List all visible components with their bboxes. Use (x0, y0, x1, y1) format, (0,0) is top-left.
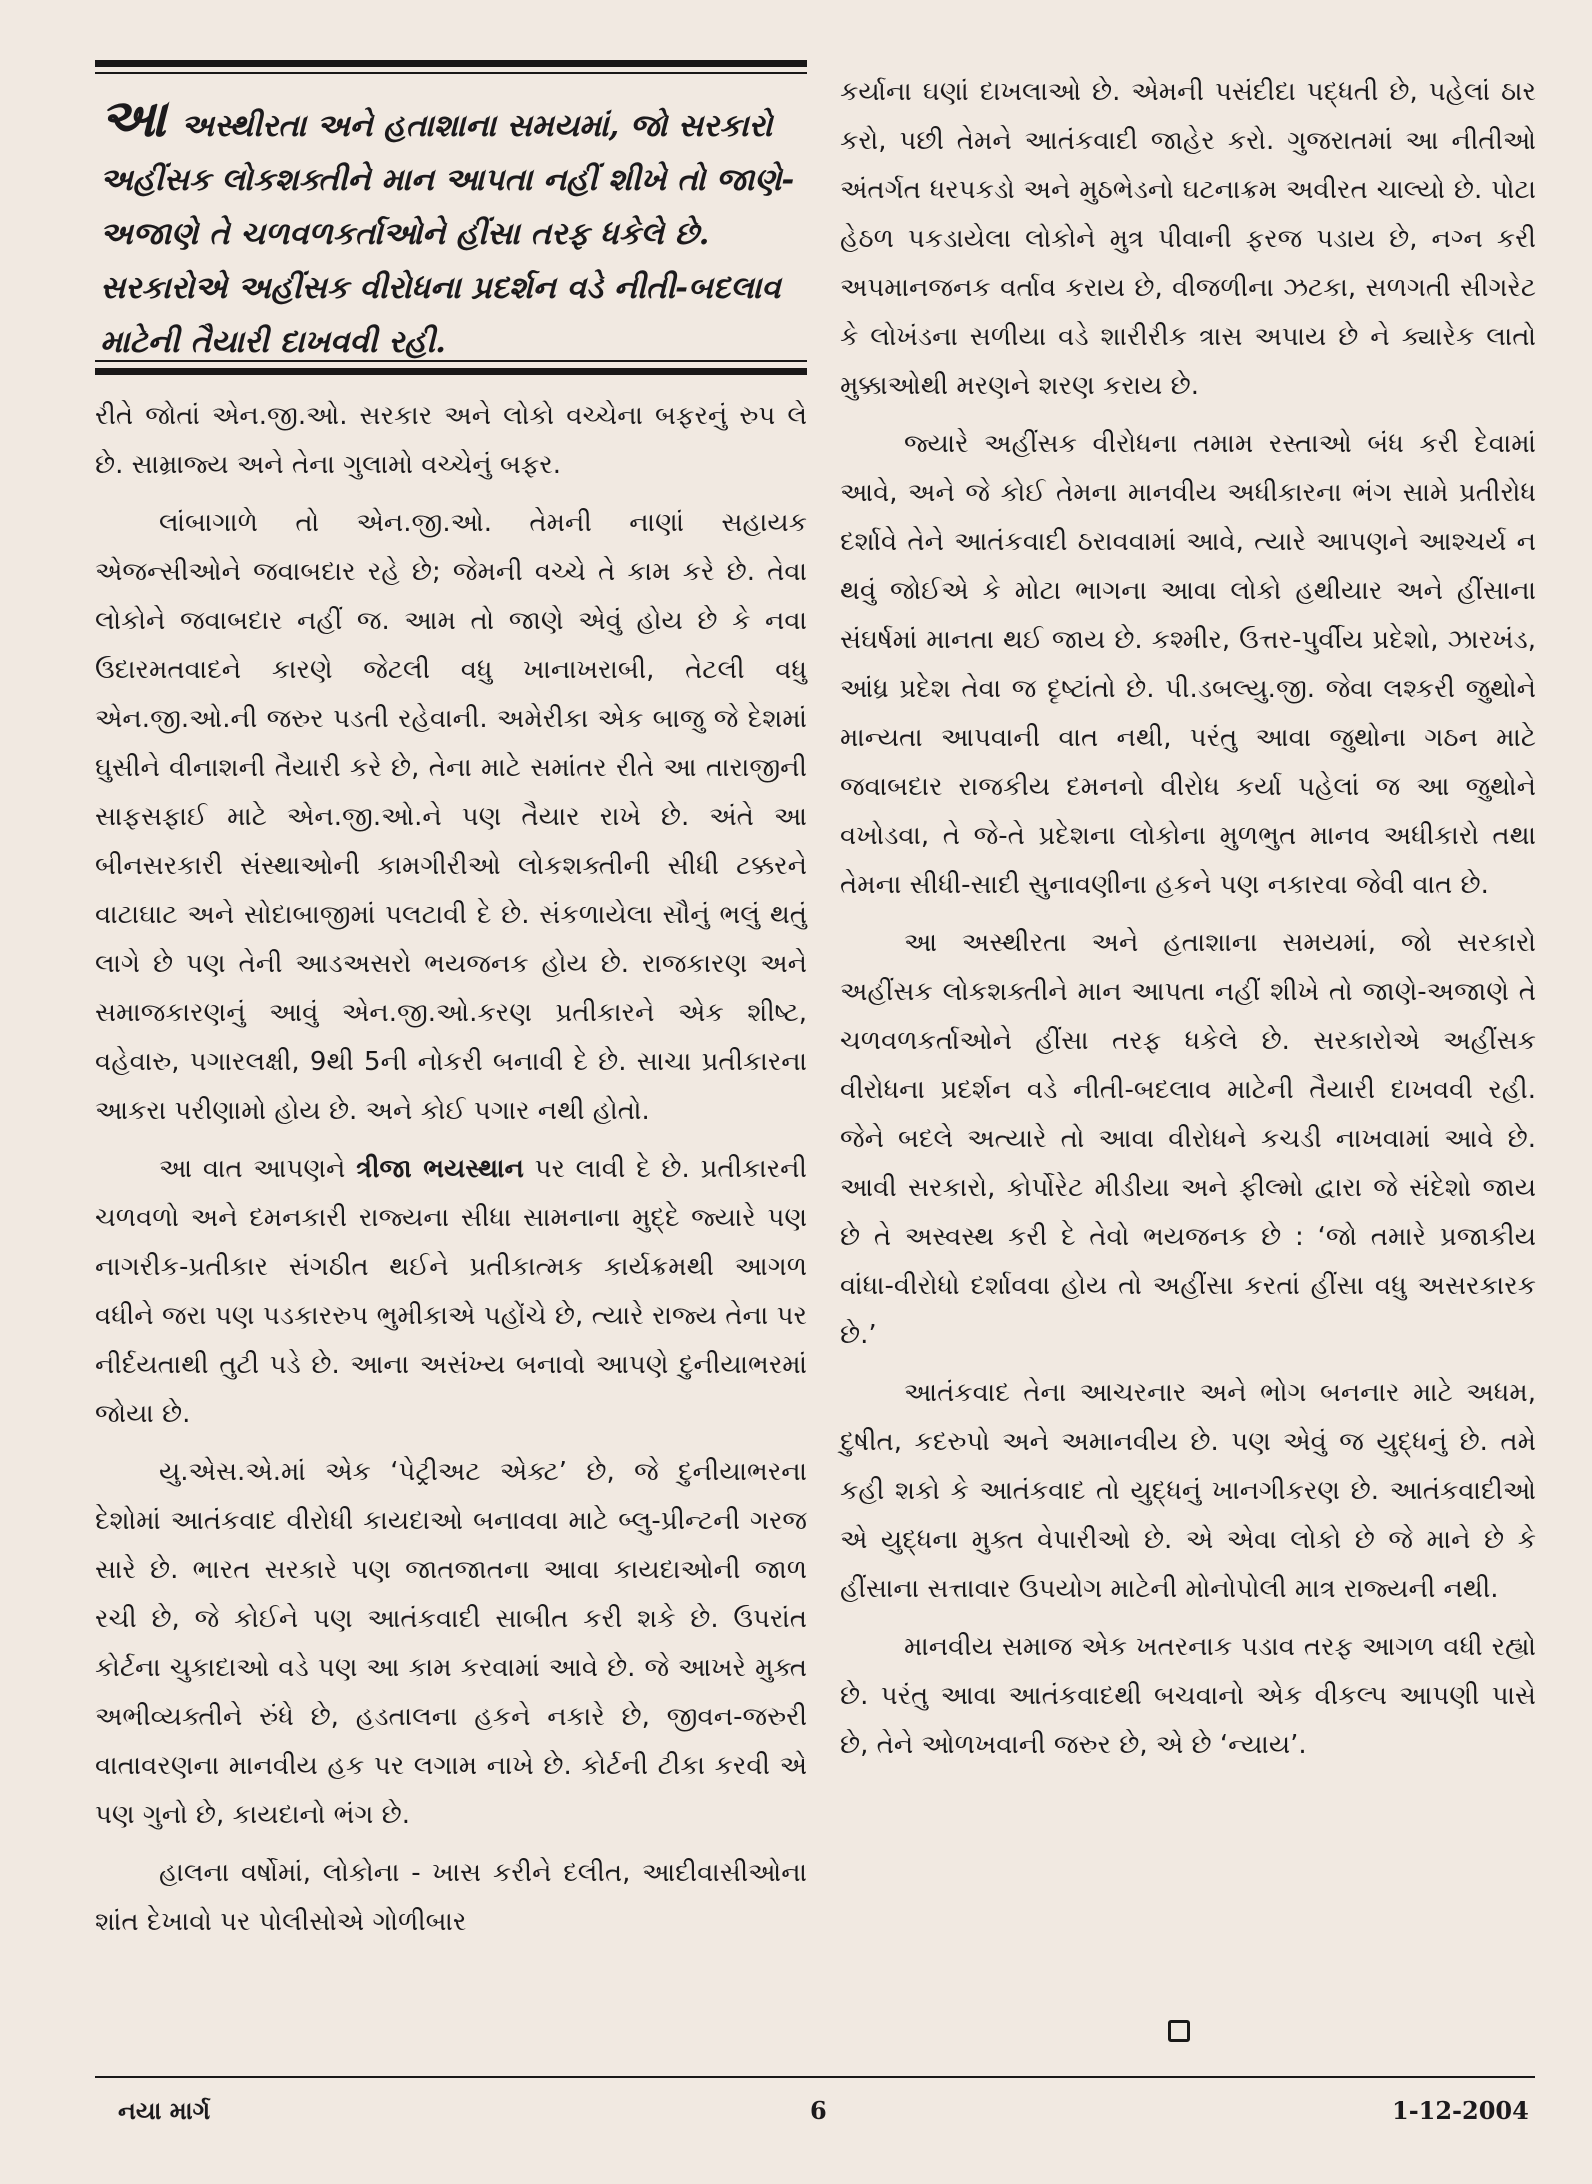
pullquote-lead-word: આ (100, 88, 168, 149)
pullquote-bottom-rule-thin (95, 360, 807, 362)
pullquote-top-rule (95, 60, 807, 67)
end-of-article-box-icon (1168, 2020, 1190, 2042)
left-paragraph-2: લાંબાગાળે તો એન.જી.ઓ. તેમની નાણાં સહાયક એજન્સીઓને જવાબદાર રહે છે; જેમની વચ્ચે તે કામ કરે છે. તેવા લોકોને જવાબદાર નહીં જ. આમ તો જાણે એવું હોય છે કે નવા ઉદારમતવાદને કારણે જેટલી વધુ ખાનાખરાબી, તેટલી વધુ એન.જી.ઓ.ની જરુર પડતી રહેવાની. અમેરીકા એક બાજુ જે દેશમાં ઘુસીને વીનાશની તૈયારી કરે છે, તેના માટે સમાંતર રીતે આ તારાજીની સાફસફાઈ માટે એન.જી.ઓ.ને પણ તૈયાર રાખે છે. અંતે આ બીનસરકારી સંસ્થાઓની કામગીરીઓ લોકશક્તીની સીધી ટક્કરને વાટાઘાટ અને સોદાબાજીમાં પલટાવી દે છે. સંકળાયેલા સૌનું ભલું થતું લાગે છે પણ તેની આડઅસરો ભયજનક હોય છે. રાજકારણ અને સમાજકારણનું આવું એન.જી.ઓ.કરણ પ્રતીકારને એક શીષ્ટ, વહેવારુ, પગારલક્ષી, 9થી 5ની નોકરી બનાવી દે છે. સાચા પ્રતીકારના આકરા પરીણામો હોય છે. અને કોઈ પગાર નથી હોતો. (95, 508, 807, 1126)
left-paragraph-3-bold: ત્રીજા ભયસ્થાન (356, 1154, 524, 1184)
left-paragraph-4: યુ.એસ.એ.માં એક ‘પેટ્રીઅટ એક્ટ’ છે, જે દુનીયાભરના દેશોમાં આતંકવાદ વીરોધી કાયદાઓ બનાવવા માટે બ્લુ-પ્રીન્ટની ગરજ સારે છે. ભારત સરકારે પણ જાતજાતના આવા કાયદાઓની જાળ રચી છે, જે કોઈને પણ આતંકવાદી સાબીત કરી શકે છે. ઉપરાંત કોર્ટના ચુકાદાઓ વડે પણ આ કામ કરવામાં આવે છે. જે આખરે મુક્ત અભીવ્યક્તીને રુંધે છે, હડતાલના હકને નકારે છે, જીવન-જરુરી વાતાવરણના માનવીય હક પર લગામ નાખે છે. કોર્ટની ટીકા કરવી એ પણ ગુનો છે, કાયદાનો ભંગ છે. (95, 1457, 807, 1830)
right-paragraph-4: આતંકવાદ તેના આચરનાર અને ભોગ બનનાર માટે અધમ, દુષીત, કદરુપો અને અમાનવીય છે. પણ એવું જ યુદ્ધનું છે. તમે કહી શકો કે આતંકવાદ તો યુદ્ધનું ખાનગીકરણ છે. આતંકવાદીઓ એ યુદ્ધના મુક્ત વેપારીઓ છે. એ એવા લોકો છે જે માને છે કે હીંસાના સત્તાવાર ઉપયોગ માટેની મોનોપોલી માત્ર રાજ્યની નથી. (840, 1378, 1536, 1604)
right-paragraph-5: માનવીય સમાજ એક ખતરનાક પડાવ તરફ આગળ વધી રહ્યો છે. પરંતુ આવા આતંકવાદથી બચવાનો એક વીકલ્પ આપણી પાસે છે, તેને ઓળખવાની જરુર છે, એ છે ‘ન્યાય’. (840, 1632, 1536, 1760)
left-paragraph-1: રીતે જોતાં એન.જી.ઓ. સરકાર અને લોકો વચ્ચેના બફરનું રુપ લે છે. સામ્રાજ્ય અને તેના ગુલામો વચ્ચેનું બફર. (95, 401, 807, 480)
right-column (840, 68, 1536, 1770)
left-paragraph-3-start: આ વાત આપણને (159, 1154, 357, 1184)
footer-rule (95, 2076, 1535, 2078)
pullquote-top-rule-thin (95, 72, 807, 74)
pullquote (100, 88, 800, 369)
left-paragraph-5: હાલના વર્ષોમાં, લોકોના - ખાસ કરીને દલીત, આદીવાસીઓના શાંત દેખાવો પર પોલીસોએ ગોળીબાર (95, 1858, 807, 1937)
pullquote-text: અસ્થીરતા અને હતાશાના સમયમાં, જો સરકારો અહીંસક લોકશક્તીને માન આપતા નહીં શીખે તો જાણે-અજાણે તે ચળવળકર્તાઓને હીંસા તરફ ધકેલે છે. સરકારોએ અહીંસક વીરોધના પ્રદર્શન વડે નીતી-બદલાવ માટેની તૈયારી દાખવવી રહી. (100, 108, 795, 360)
left-paragraph-3-end: પર લાવી દે છે. પ્રતીકારની ચળવળો અને દમનકારી રાજ્યના સીધા સામનાના મુદ્દે જ્યારે પણ નાગરીક-પ્રતીકાર સંગઠીત થઈને પ્રતીકાત્મક કાર્યક્રમથી આગળ વધીને જરા પણ પડકારરુપ ભુમીકાએ પહોંચે છે, ત્યારે રાજ્ય તેના પર નીર્દયતાથી તુટી પડે છે. આના અસંખ્ય બનાવો આપણે દુનીયાભરમાં જોયા છે. (95, 1154, 807, 1429)
footer-date: 1-12-2004 (1392, 2096, 1529, 2125)
footer-publication: નયા માર્ગ (118, 2096, 211, 2125)
left-paragraph-3 (95, 1145, 807, 1439)
pullquote-bottom-rule (95, 368, 807, 375)
left-column (95, 392, 807, 1947)
right-paragraph-3: આ અસ્થીરતા અને હતાશાના સમયમાં, જો સરકારો અહીંસક લોકશક્તીને માન આપતા નહીં શીખે તો જાણે-અજાણે તે ચળવળકર્તાઓને હીંસા તરફ ધકેલે છે. સરકારોએ અહીંસક વીરોધના પ્રદર્શન વડે નીતી-બદલાવ માટેની તૈયારી દાખવવી રહી. જેને બદલે અત્યારે તો આવા વીરોધને કચડી નાખવામાં આવે છે. આવી સરકારો, કોર્પોરેટ મીડીયા અને ફીલ્મો દ્વારા જે સંદેશો જાય છે તે અસ્વસ્થ કરી દે તેવો ભયજનક છે : ‘જો તમારે પ્રજાકીય વાંધા-વીરોધો દર્શાવવા હોય તો અહીંસા કરતાં હીંસા વધુ અસરકારક છે.’ (840, 928, 1536, 1350)
right-paragraph-1: કર્યાના ઘણાં દાખલાઓ છે. એમની પસંદીદા પદ્ધતી છે, પહેલાં ઠાર કરો, પછી તેમને આતંકવાદી જાહેર કરો. ગુજરાતમાં આ નીતીઓ અંતર્ગત ધરપકડો અને મુઠભેડનો ઘટનાક્રમ અવીરત ચાલ્યો છે. પોટા હેઠળ પકડાયેલા લોકોને મુત્ર પીવાની ફરજ પડાય છે, નગ્ન કરી અપમાનજનક વર્તાવ કરાય છે, વીજળીના ઝટકા, સળગતી સીગરેટ કે લોખંડના સળીયા વડે શારીરીક ત્રાસ અપાય છે ને ક્યારેક લાતો મુક્કાઓથી મરણને શરણ કરાય છે. (840, 77, 1536, 401)
footer-page-number: 6 (810, 2096, 827, 2125)
right-paragraph-2: જ્યારે અહીંસક વીરોધના તમામ રસ્તાઓ બંધ કરી દેવામાં આવે, અને જે કોઈ તેમના માનવીય અધીકારના ભંગ સામે પ્રતીરોધ દર્શાવે તેને આતંકવાદી ઠરાવવામાં આવે, ત્યારે આપણને આશ્ચર્ય ન થવું જોઈએ કે મોટા ભાગના આવા લોકો હથીયાર અને હીંસાના સંઘર્ષમાં માનતા થઈ જાય છે. કશ્મીર, ઉત્તર-પુર્વીય પ્રદેશો, ઝારખંડ, આંધ્ર પ્રદેશ તેવા જ દૃષ્ટાંતો છે. પી.ડબલ્યુ.જી. જેવા લશ્કરી જુથોને માન્યતા આપવાની વાત નથી, પરંતુ આવા જુથોના ગઠન માટે જવાબદાર રાજકીય દમનનો વીરોધ કર્યા પહેલાં જ આ જુથોને વખોડવા, તે જે-તે પ્રદેશના લોકોના મુળભુત માનવ અધીકારો તથા તેમના સીધી-સાદી સુનાવણીના હકને પણ નકારવા જેવી વાત છે. (840, 429, 1536, 900)
